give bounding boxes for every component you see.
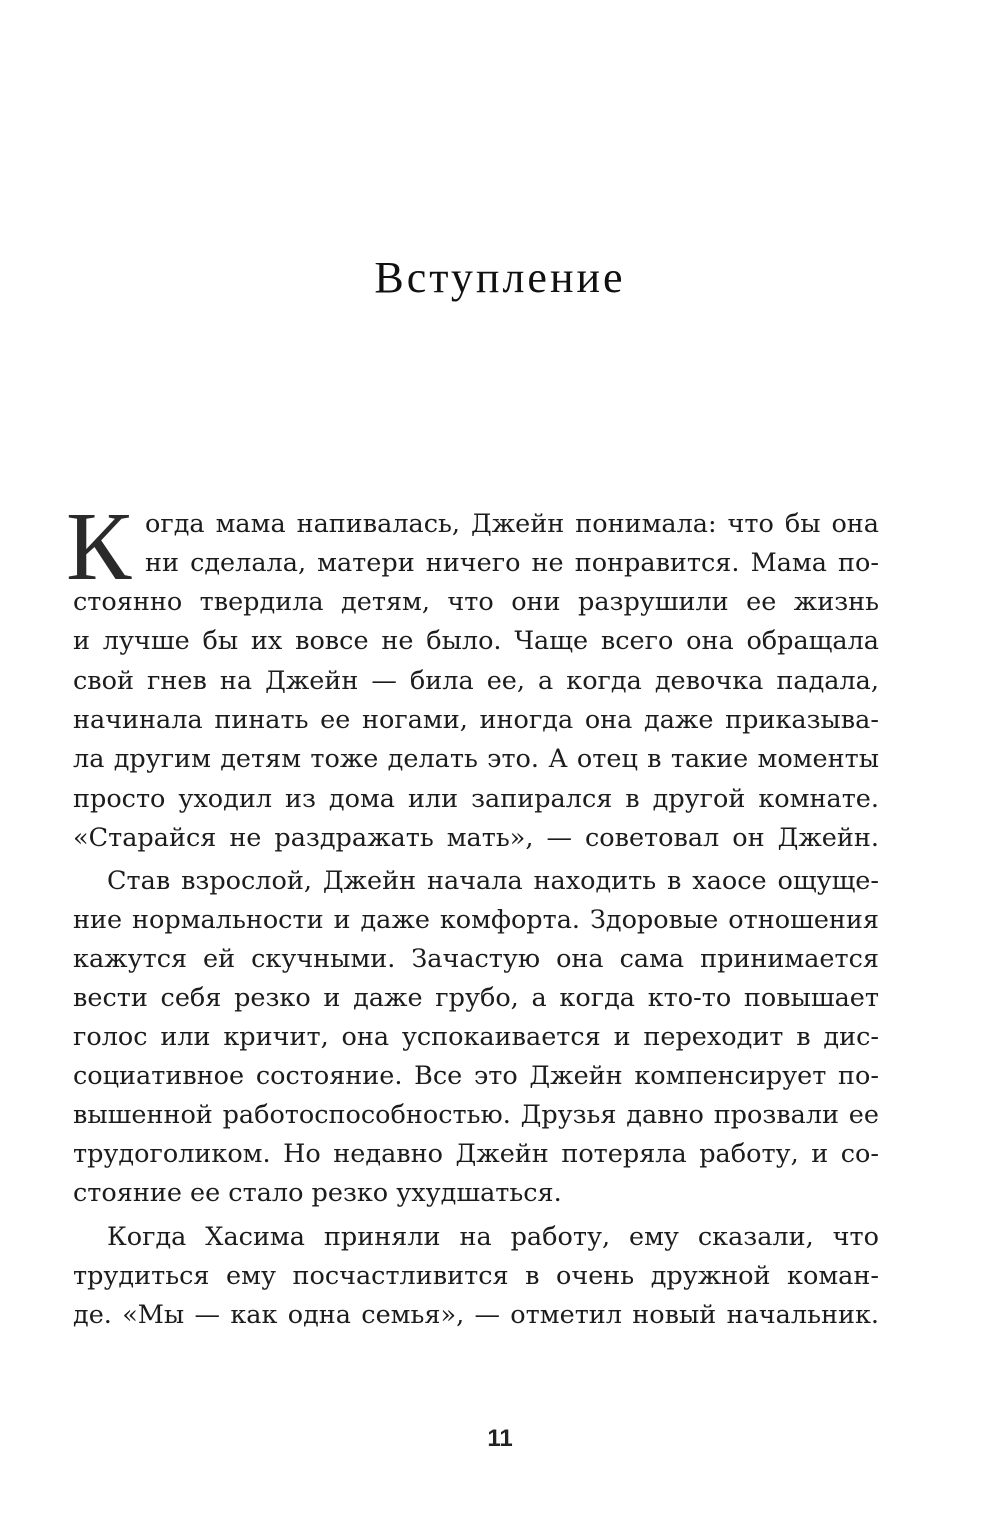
text-line: голос или кричит, она успокаивается и переходит в дис- [73, 1022, 879, 1052]
text-line: и лучше бы их вовсе не было. Чаще всего она обращала [73, 626, 879, 656]
text-line: вести себя резко и даже грубо, а когда кто-то повышает [73, 983, 879, 1013]
text-line: свой гнев на Джейн — била ее, а когда девочка падала, [73, 666, 879, 696]
text-line: стоянно твердила детям, что они разрушили ее жизнь [73, 587, 879, 617]
text-line: ла другим детям тоже делать это. А отец в такие моменты [73, 744, 879, 774]
text-line: трудоголиком. Но недавно Джейн потеряла работу, и со- [73, 1139, 879, 1169]
text-line: огда мама напивалась, Джейн понимала: что бы она [145, 509, 879, 539]
page-number: 11 [487, 1425, 513, 1452]
text-line: трудиться ему посчастливится в очень дружной коман- [73, 1261, 879, 1291]
text-line: стояние ее стало резко ухудшаться. [73, 1178, 562, 1208]
text-line: «Старайся не раздражать мать», — советовал он Джейн. [73, 823, 879, 853]
chapter-title: Вступление [374, 253, 626, 302]
text-line: просто уходил из дома или запирался в другой комнате. [73, 784, 879, 814]
text-line: начинала пинать ее ногами, иногда она даже приказыва- [73, 705, 879, 735]
text-line: ни сделала, матери ничего не понравится. Мама по- [145, 548, 879, 578]
text-line: ние нормальности и даже комфорта. Здоровые отношения [73, 905, 879, 935]
text-line: вышенной работоспособностью. Друзья давно прозвали ее [73, 1100, 879, 1130]
text-line: Став взрослой, Джейн начала находить в хаосе ощуще- [107, 866, 879, 896]
text-line: Когда Хасима приняли на работу, ему сказали, что [107, 1222, 879, 1252]
text-line: де. «Мы — как одна семья», — отметил новый начальник. [73, 1300, 879, 1330]
text-line: кажутся ей скучными. Зачастую она сама принимается [73, 944, 879, 974]
drop-cap: К [66, 493, 132, 601]
text-line: социативное состояние. Все это Джейн компенсирует по- [73, 1061, 879, 1091]
